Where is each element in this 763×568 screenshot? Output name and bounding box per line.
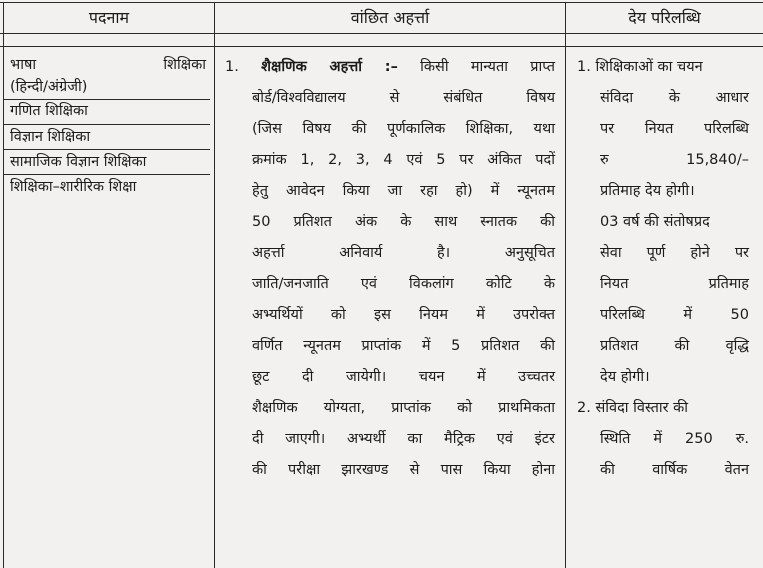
qualification-line: अहर्त्ता अनिवार्य है। अनुसूचित [252,245,555,261]
qualification-heading: शैक्षणिक अहर्त्ता :– [261,59,398,75]
remuneration-line: देय होगी। [600,369,650,385]
qualification-line: की परीक्षा झारखण्ड से पास किया होना [252,462,555,478]
post-divider [4,149,210,150]
qualification-line: (जिस विषय की पूर्णकालिक शिक्षिका, यथा [252,121,555,137]
header-bottom-border [0,33,763,34]
header-remuneration: देय परिलब्धि [628,8,701,27]
remuneration-line: संविदा के आधार [600,90,749,106]
qualification-line: हेतु आवेदन किया जा रहा हो) में न्यूनतम [252,183,555,199]
header-post-name: पदनाम [88,8,130,27]
remuneration-item2-text: संविदा विस्तार की [595,400,689,416]
remuneration-line: प्रतिमाह देय होगी। [600,183,695,199]
qualification-line: जाति/जनजाति एवं विकलांग कोटि के [252,276,555,292]
remuneration-line: नियत प्रतिमाह [600,276,749,292]
post-divider [4,124,210,125]
qualification-line: शैक्षणिक योग्यता, प्राप्तांक को प्राथमिकता [252,400,555,416]
remuneration-line: की वार्षिक वेतन [600,462,749,478]
qualification-first-line [225,52,555,83]
table-top-border [0,2,763,3]
qualification-line: अभ्यर्थियों को इस नियम में उपरोक्त [252,307,555,323]
header-double-border [0,46,763,47]
qualification-line: दी जाएगी। अभ्यर्थी का मैट्रिक एवं इंटर [252,431,555,447]
remuneration-column [577,52,749,486]
remuneration-item2-first-line [577,393,749,424]
qualification-line: क्रमांक 1, 2, 3, 4 एवं 5 पर अंकित पदों [252,152,555,168]
remuneration-item1-text: शिक्षिकाओं का चयन [595,59,703,75]
qualification-line: 50 प्रतिशत अंक के साथ स्नातक की [252,214,555,230]
post-divider [4,174,210,175]
header-qualification: वांछित अहर्त्ता [350,8,430,27]
post-science-teacher: विज्ञान शिक्षिका [10,129,91,145]
post-physical-education-teacher: शिक्षिका–शारीरिक शिक्षा [10,179,137,195]
remuneration-item2-number: 2. [577,400,591,416]
remuneration-item1-first-line [577,52,749,83]
qualification-first-text: किसी मान्यता प्राप्त [420,59,556,75]
qualification-line: छूट दी जायेगी। चयन में उच्चतर [252,369,555,385]
remuneration-line: सेवा पूर्ण होने पर [600,245,749,261]
post-math-teacher: गणित शिक्षिका [10,103,88,119]
qualification-number: 1. [225,59,239,75]
qualification-column [225,52,555,486]
column-divider-1 [214,2,215,568]
remuneration-line: प्रतिशत की वृद्धि [600,338,749,354]
remuneration-line: 03 वर्ष की संतोषप्रद [600,214,710,230]
column-divider-2 [565,2,566,568]
remuneration-line: पर नियत परिलब्धि [600,121,749,137]
post-language-teacher [10,54,210,76]
qualification-line: वर्णित न्यूनतम प्राप्तांक में 5 प्रतिशत की [252,338,555,354]
post-language-label: भाषा [10,57,37,73]
post-language-subjects: (हिन्दी/अंग्रेजी) [10,79,88,95]
remuneration-line: रु 15,840/– [600,152,749,168]
remuneration-item1-number: 1. [577,59,591,75]
table-left-border [3,2,4,568]
post-social-science-teacher: सामाजिक विज्ञान शिक्षिका [10,154,147,170]
post-language-teacher-word: शिक्षिका [163,57,206,73]
qualification-line: बोर्ड/विश्वविद्यालय से संबंधित विषय [252,90,555,106]
remuneration-line: स्थिति में 250 रु. [600,431,749,447]
remuneration-line: परिलब्धि में 50 [600,307,749,323]
